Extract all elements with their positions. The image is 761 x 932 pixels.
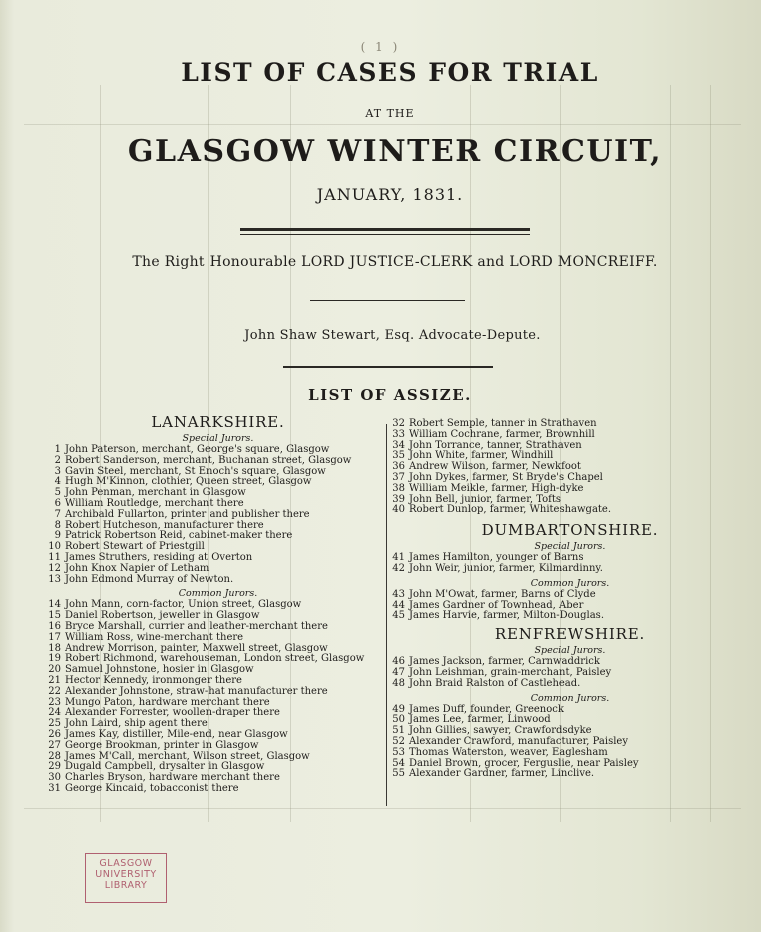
page-title: LIST OF CASES FOR TRIAL <box>181 58 599 87</box>
juror-name: John White, farmer, Windhill <box>409 450 554 462</box>
juror-number: 15 <box>48 610 61 622</box>
juror-entry <box>390 505 750 516</box>
juror-number: 2 <box>54 454 61 466</box>
juror-number: 13 <box>48 573 61 585</box>
juror-number: 37 <box>392 471 405 483</box>
right-column <box>390 419 750 780</box>
juror-name: Andrew Morrison, painter, Maxwell street, Glasgow <box>65 642 328 654</box>
juror-name: James M'Call, merchant, Wilson street, Glasgow <box>65 750 310 762</box>
stamp-line: UNIVERSITY <box>95 869 157 880</box>
juror-entry <box>390 769 750 780</box>
juror-name: John M'Owat, farmer, Barns of Clyde <box>409 588 596 600</box>
juror-number: 50 <box>392 714 405 726</box>
juror-list <box>390 553 750 575</box>
juror-name: James Gardner of Townhead, Aber <box>409 599 584 611</box>
juror-name: Alexander Johnstone, straw-hat manufacturer there <box>65 685 328 697</box>
juror-name: John Dykes, farmer, St Bryde's Chapel <box>409 471 603 483</box>
juror-name: James Lee, farmer, Linwood <box>409 714 551 726</box>
juror-entry <box>390 564 750 575</box>
common-jurors-label: Common Jurors. <box>530 577 610 589</box>
juror-name: Robert Hutcheson, manufacturer there <box>65 519 264 531</box>
juror-name: Mungo Paton, hardware merchant there <box>65 696 270 708</box>
juror-entry <box>390 679 750 690</box>
juror-name: William Routledge, merchant there <box>65 497 244 509</box>
juror-number: 48 <box>392 677 405 689</box>
circuit-heading: GLASGOW WINTER CIRCUIT, <box>127 134 663 169</box>
juror-number: 42 <box>392 562 405 574</box>
juror-number: 32 <box>392 418 405 429</box>
juror-number: 39 <box>392 493 405 505</box>
juror-number: 30 <box>48 772 61 784</box>
advocate-line: John Shaw Stewart, Esq. Advocate-Depute. <box>244 328 541 343</box>
juror-number: 27 <box>48 739 61 751</box>
juror-name: Robert Sanderson, merchant, Buchanan street, Glasgow <box>65 454 352 466</box>
juror-number: 5 <box>54 487 61 499</box>
juror-list <box>390 419 750 516</box>
ghost-rule-h <box>24 808 741 809</box>
date-heading: JANUARY, 1831. <box>316 185 464 204</box>
juror-name: Dugald Campbell, drysalter in Glasgow <box>65 761 265 773</box>
juror-name: John Bell, junior, farmer, Tofts <box>409 493 561 505</box>
juror-name: Alexander Gardner, farmer, Linclive. <box>409 768 595 780</box>
juror-name: Daniel Brown, grocer, Ferguslie, near Paisley <box>409 757 639 769</box>
juror-number: 1 <box>54 444 61 455</box>
juror-number: 4 <box>54 476 61 488</box>
juror-name: Hugh M'Kinnon, clothier, Queen street, Glasgow <box>65 476 312 488</box>
juror-name: John Edmond Murray of Newton. <box>65 573 234 585</box>
juror-number: 6 <box>54 497 61 509</box>
common-jurors-label: Common Jurors. <box>530 692 610 704</box>
juror-entry <box>48 575 388 586</box>
left-column <box>48 412 388 795</box>
juror-name: Charles Bryson, hardware merchant there <box>65 772 280 784</box>
special-jurors-label: Special Jurors. <box>182 433 254 444</box>
special-jurors-label: Special Jurors. <box>534 541 606 553</box>
juror-name: Alexander Forrester, woollen-draper there <box>65 707 280 719</box>
assize-heading: LIST OF ASSIZE. <box>308 386 472 404</box>
juror-number: 11 <box>48 551 61 563</box>
juror-list <box>390 705 750 781</box>
divider <box>283 366 493 368</box>
juror-number: 46 <box>392 656 405 668</box>
juror-number: 31 <box>48 782 61 794</box>
juror-number: 7 <box>54 508 61 520</box>
juror-name: Gavin Steel, merchant, St Enoch's square, Glasgow <box>65 465 326 477</box>
juror-number: 16 <box>48 620 61 632</box>
juror-number: 21 <box>48 674 61 686</box>
juror-number: 14 <box>48 599 61 611</box>
juror-number: 22 <box>48 685 61 697</box>
juror-name: Alexander Crawford, manufacturer, Paisley <box>409 735 628 747</box>
juror-number: 9 <box>54 530 61 542</box>
juror-number: 35 <box>392 450 405 462</box>
juror-number: 29 <box>48 761 61 773</box>
library-stamp <box>85 853 167 903</box>
stamp-line: LIBRARY <box>104 880 148 891</box>
juror-number: 24 <box>48 707 61 719</box>
juror-name: Robert Richmond, warehouseman, London street, Glasgow <box>65 653 365 665</box>
juror-name: Robert Stewart of Priestgill <box>65 541 205 553</box>
juror-name: James Hamilton, younger of Barns <box>409 552 584 564</box>
juror-list <box>48 600 388 794</box>
juror-name: John Gillies, sawyer, Crawfordsdyke <box>409 725 592 737</box>
juror-name: Andrew Wilson, farmer, Newkfoot <box>409 461 581 473</box>
juror-name: John Knox Napier of Letham <box>65 562 210 574</box>
juror-number: 45 <box>392 610 405 622</box>
juror-entry <box>390 611 750 622</box>
county-heading-lanarkshire: LANARKSHIRE. <box>151 413 285 431</box>
juror-name: Bryce Marshall, currier and leather-merchant there <box>65 620 328 632</box>
juror-number: 49 <box>392 703 405 715</box>
juror-name: John Laird, ship agent there <box>65 718 208 730</box>
juror-number: 43 <box>392 588 405 600</box>
special-jurors-label: Special Jurors. <box>534 645 606 657</box>
juror-name: John Braid Ralston of Castlehead. <box>409 677 581 689</box>
juror-number: 52 <box>392 735 405 747</box>
juror-name: George Kincaid, tobacconist there <box>65 782 239 794</box>
juror-number: 40 <box>392 504 405 516</box>
juror-number: 8 <box>54 519 61 531</box>
juror-number: 12 <box>48 562 61 574</box>
juror-number: 19 <box>48 653 61 665</box>
judges-line: The Right Honourable LORD JUSTICE-CLERK and LORD MONCREIFF. <box>132 254 658 270</box>
juror-number: 47 <box>392 666 405 678</box>
common-jurors-label: Common Jurors. <box>178 588 258 600</box>
ghost-rule-h <box>24 124 741 125</box>
juror-number: 3 <box>54 465 61 477</box>
juror-name: Daniel Robertson, jeweller in Glasgow <box>65 610 260 622</box>
juror-number: 54 <box>392 757 405 769</box>
juror-name: James Duff, founder, Greenock <box>409 703 564 715</box>
juror-name: Robert Dunlop, farmer, Whiteshawgate. <box>409 504 612 516</box>
juror-name: James Kay, distiller, Mile-end, near Glasgow <box>65 728 288 740</box>
at-the-label: AT THE <box>365 107 415 120</box>
divider <box>240 234 530 235</box>
juror-name: John Penman, merchant in Glasgow <box>65 487 246 499</box>
juror-number: 51 <box>392 725 405 737</box>
juror-entry <box>48 784 388 795</box>
juror-number: 55 <box>392 768 405 780</box>
county-heading-renfrewshire: RENFREWSHIRE. <box>494 625 646 644</box>
divider <box>310 300 465 301</box>
juror-number: 41 <box>392 552 405 564</box>
juror-name: George Brookman, printer in Glasgow <box>65 739 259 751</box>
juror-name: James Struthers, residing at Overton <box>65 551 253 563</box>
juror-name: Hector Kennedy, ironmonger there <box>65 674 242 686</box>
juror-name: John Mann, corn-factor, Union street, Glasgow <box>65 599 302 611</box>
juror-number: 10 <box>48 541 61 553</box>
juror-number: 34 <box>392 439 405 451</box>
juror-name: Patrick Robertson Reid, cabinet-maker there <box>65 530 293 542</box>
juror-number: 23 <box>48 696 61 708</box>
county-heading-dumbartonshire: DUMBARTONSHIRE. <box>481 521 659 540</box>
juror-name: William Ross, wine-merchant there <box>65 631 244 643</box>
juror-name: John Paterson, merchant, George's square, Glasgow <box>65 444 330 455</box>
juror-name: John Weir, junior, farmer, Kilmardinny. <box>409 562 603 574</box>
juror-number: 20 <box>48 664 61 676</box>
juror-name: John Torrance, tanner, Strathaven <box>409 439 582 451</box>
juror-list <box>390 590 750 622</box>
juror-number: 38 <box>392 482 405 494</box>
juror-number: 18 <box>48 642 61 654</box>
juror-number: 36 <box>392 461 405 473</box>
juror-number: 33 <box>392 428 405 440</box>
juror-name: Robert Semple, tanner in Strathaven <box>409 418 597 429</box>
juror-list <box>390 657 750 689</box>
juror-number: 26 <box>48 728 61 740</box>
juror-name: William Meikle, farmer, High-dyke <box>409 482 584 494</box>
juror-number: 53 <box>392 746 405 758</box>
juror-list <box>48 445 388 585</box>
stamp-line: GLASGOW <box>99 858 153 869</box>
juror-number: 17 <box>48 631 61 643</box>
juror-name: Thomas Waterston, weaver, Eaglesham <box>409 746 608 758</box>
juror-name: John Leishman, grain-merchant, Paisley <box>409 666 612 678</box>
divider <box>240 228 530 231</box>
juror-number: 25 <box>48 718 61 730</box>
page-number: ( 1 ) <box>360 40 401 54</box>
juror-name: Samuel Johnstone, hosier in Glasgow <box>65 664 254 676</box>
juror-name: William Cochrane, farmer, Brownhill <box>409 428 595 440</box>
juror-number: 44 <box>392 599 405 611</box>
juror-number: 28 <box>48 750 61 762</box>
juror-name: James Jackson, farmer, Carnwaddrick <box>409 656 600 668</box>
juror-name: James Harvie, farmer, Milton-Douglas. <box>409 610 604 622</box>
juror-name: Archibald Fullarton, printer and publisher there <box>65 508 310 520</box>
